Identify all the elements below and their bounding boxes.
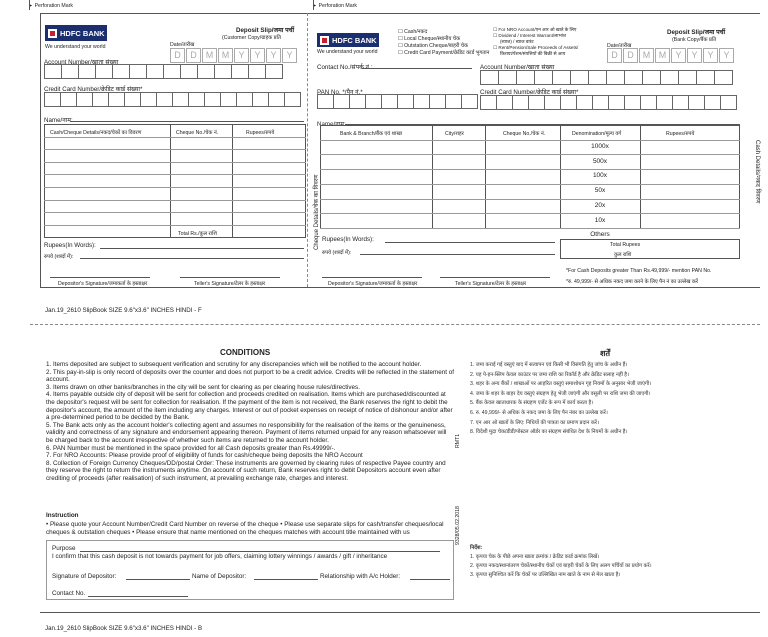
account-digit-box[interactable]: [248, 64, 266, 79]
account-digit-box[interactable]: [146, 64, 164, 79]
account-digit-box[interactable]: [516, 70, 535, 85]
table-row-line: [320, 184, 740, 185]
instruction-title: Instruction: [46, 512, 79, 519]
date-digit-box[interactable]: M: [655, 48, 670, 63]
condition-item: 2. This pay-in-slip is only record of deposits over the counter and does not purport to be a credit advice. Credits will be reflected in the statement of account.: [46, 368, 454, 384]
hindi-conditions-list: [470, 361, 755, 438]
table-divider: [232, 124, 233, 238]
checkbox-label: Credit Card Payment/क्रेडिट कार्ड भुगतान: [404, 50, 490, 56]
perforation-tick: [29, 0, 30, 10]
checkbox-icon[interactable]: ☐: [493, 45, 499, 50]
account-digit-box[interactable]: [129, 64, 147, 79]
credit-card-digit-box[interactable]: [76, 92, 93, 107]
credit-card-digit-box[interactable]: [688, 95, 705, 110]
pan-label: PAN No. */पैन नं.*: [317, 89, 363, 96]
date-digit-box[interactable]: D: [186, 48, 201, 63]
account-digit-box[interactable]: [163, 64, 181, 79]
table-row-line: [320, 228, 740, 229]
checkbox-icon[interactable]: ☐: [398, 29, 405, 35]
condition-item: 8. Collection of Foreign Currency Cheques/DD/postal Order: These instruments are governed by clearing rules of respective Payee country and they reserve the right to return the instruments anytime. On account of such return, Bank reserves right to debit Depositors account even after crediting of proceeds (after realisation) of such instrument, at prevailing exchange rate, charges and interest.: [46, 459, 446, 482]
account-digit-box[interactable]: [180, 64, 198, 79]
denomination-label: 500x: [592, 157, 608, 165]
checkbox-icon[interactable]: ☐: [493, 33, 499, 38]
date-digit-box[interactable]: Y: [671, 48, 686, 63]
date-digit-box[interactable]: M: [639, 48, 654, 63]
depositor-sign-line[interactable]: [50, 277, 150, 278]
table-row-line: [44, 200, 306, 201]
denomination-label: 50x: [594, 187, 606, 195]
date-digit-box[interactable]: M: [202, 48, 217, 63]
condition-item: 6. PAN Number must be mentioned in the space provided for all Cash deposits greater than Rs.49999/-.: [46, 444, 336, 452]
rupees-words-line-2[interactable]: [80, 258, 304, 259]
pan-digit-box[interactable]: [397, 94, 414, 109]
table-row-line: [320, 169, 740, 170]
account-digit-box[interactable]: [61, 64, 79, 79]
account-number-label: Account Number/खाता संख्या: [480, 64, 555, 71]
account-digit-box[interactable]: [112, 64, 130, 79]
table-row-line: [44, 137, 306, 138]
condition-item: 8. विदेशी मुद्रा चेक/डीडी/पोस्टल ऑर्डर का संग्रहण संबंधित देश के नियमों के अधीन है।: [470, 429, 628, 436]
pan-digit-box[interactable]: [445, 94, 462, 109]
print-code: 9328/05.02.2018: [455, 506, 461, 545]
account-digit-box[interactable]: [714, 70, 733, 85]
credit-card-digit-box[interactable]: [640, 95, 657, 110]
credit-card-digit-box[interactable]: [172, 92, 189, 107]
cheque-details-vertical: Cheque Details/चेक का विवरण: [314, 174, 320, 250]
denomination-label: 20x: [594, 201, 606, 209]
condition-item: 1. कृपया चेक के पीछे अपना खाता क्रमांक / क्रेडिट कार्ड क्रमांक लिखें।: [470, 554, 600, 560]
name-of-depositor-line[interactable]: [254, 579, 318, 580]
col-header-rupees: Rupees/रुपये: [246, 130, 275, 136]
account-digit-box[interactable]: [197, 64, 215, 79]
date-digit-box[interactable]: Y: [719, 48, 734, 63]
date-label: Date/तारीख: [170, 42, 195, 48]
checkbox-label: Local Cheque/स्थानीय चेक: [404, 36, 461, 42]
purpose-line[interactable]: [80, 551, 440, 552]
slip-subtitle: (Customer Copy/ग्राहक प्रति: [222, 35, 281, 41]
slip-subtitle: (Bank Copy/बैंक प्रति: [672, 37, 717, 43]
col-header-rupees: Rupees/रुपये: [666, 131, 695, 137]
hindi-instruction-list: [470, 553, 755, 580]
pan-digit-box[interactable]: [333, 94, 350, 109]
credit-card-label: Credit Card Number/क्रेडिट कार्ड संख्या*: [480, 89, 579, 96]
teller-sign-line[interactable]: [440, 277, 550, 278]
name-line[interactable]: [70, 121, 304, 122]
account-digit-box[interactable]: [570, 70, 589, 85]
rupees-words-label: Rupees(In Words):: [44, 242, 96, 249]
credit-card-digit-box[interactable]: [496, 95, 513, 110]
credit-card-digit-box[interactable]: [156, 92, 173, 107]
credit-card-digit-box[interactable]: [624, 95, 641, 110]
pan-note: *For Cash Deposits greater Than Rs.49,999/- mention PAN No.: [566, 268, 712, 274]
credit-card-digit-box[interactable]: [608, 95, 625, 110]
col-header-cheque-no: Cheque No./चेक नं.: [503, 131, 546, 137]
nro-label: Rent/Pension/Sale Proceeds of Assets/: [498, 45, 579, 50]
date-digit-box[interactable]: Y: [234, 48, 249, 63]
credit-card-digit-box[interactable]: [560, 95, 577, 110]
condition-item: 3. कृपया सुनिश्चित करें कि चेकों पर उल्लिखित नाम खाते के नाम से मेल खाता है।: [470, 572, 621, 578]
account-digit-box[interactable]: [606, 70, 625, 85]
checkbox-icon[interactable]: ☐: [398, 50, 405, 56]
credit-card-digit-box[interactable]: [204, 92, 221, 107]
table-row-line: [44, 187, 306, 188]
credit-card-digit-box[interactable]: [656, 95, 673, 110]
account-digit-box[interactable]: [78, 64, 96, 79]
relationship-line[interactable]: [410, 579, 450, 580]
page-separator: [30, 324, 760, 325]
scissors-icon: ►: [312, 3, 318, 9]
depositor-signature-label: Depositor's Signature/जमाकर्ता के हस्ताक्षर: [58, 281, 148, 287]
hdfc-logo: HDFC BANK: [45, 25, 107, 41]
account-digit-box[interactable]: [588, 70, 607, 85]
table-row-line: [320, 199, 740, 200]
credit-card-digit-box[interactable]: [480, 95, 497, 110]
table-row-line: [320, 213, 740, 214]
date-label: Date/तारीख: [607, 43, 632, 49]
conditions-title: CONDITIONS: [220, 348, 271, 357]
teller-signature-label: Teller's Signature/टेलर के हस्ताक्षर: [455, 281, 527, 287]
credit-card-digit-box[interactable]: [236, 92, 253, 107]
credit-card-digit-box[interactable]: [544, 95, 561, 110]
rupees-words-hindi: रुपये (शब्दों में):: [44, 254, 74, 260]
rupees-words-label: Rupees(In Words):: [322, 236, 374, 243]
credit-card-digit-box[interactable]: [44, 92, 61, 107]
contact-label: Contact No.: [52, 590, 86, 597]
table-divider: [170, 124, 171, 238]
back-bottom-border: [40, 612, 760, 613]
contact-line[interactable]: [362, 68, 472, 69]
pan-digit-box[interactable]: [317, 94, 334, 109]
hindi-instruction-title: निर्देश:: [470, 545, 483, 551]
col-header-bank-branch: Bank & Branch/बैंक एवं शाखा: [340, 131, 403, 137]
footer-back: Jan.19_2610 SlipBook SIZE 9.6"x3.6" INCHES HINDI - B: [45, 625, 203, 632]
signature-label: Signature of Depositor:: [52, 573, 117, 580]
table-row-line: [44, 212, 306, 213]
table-row-line: [320, 154, 740, 155]
credit-card-label: Credit Card Number/क्रेडिट कार्ड संख्या*: [44, 86, 143, 93]
table-row-line: [44, 149, 306, 150]
condition-item: 2. कृपया नकद/स्थानांतरण चेकों/स्थानीय चेकों एवं बाहरी चेकों के लिए अलग पर्चियों का प्रयोग करें।: [470, 563, 652, 569]
slip-title: Deposit Slip/जमा पर्ची: [236, 27, 295, 34]
checkbox-icon[interactable]: ☐: [398, 43, 405, 49]
account-digit-box[interactable]: [95, 64, 113, 79]
purpose-label: Purpose: [52, 545, 76, 552]
credit-card-digit-box[interactable]: [704, 95, 721, 110]
teller-sign-line[interactable]: [180, 277, 280, 278]
col-header-details: Cash/Cheque Details/नकद/चेकों का विवरण: [50, 130, 142, 136]
cash-details-vertical: Cash Details/नकद विवरण: [754, 140, 760, 204]
credit-card-digit-box[interactable]: [92, 92, 109, 107]
date-digit-box[interactable]: M: [218, 48, 233, 63]
contact-line[interactable]: [88, 596, 188, 597]
purpose-box: [46, 540, 454, 600]
denomination-label: Others: [590, 231, 610, 239]
nro-label: (ब्याज) / ब्याज वारंट: [500, 39, 534, 44]
pan-digit-box[interactable]: [461, 94, 478, 109]
credit-card-digit-box[interactable]: [512, 95, 529, 110]
col-header-denomination: Denomination/मूल्य वर्ग: [572, 131, 622, 137]
table-row-line: [320, 140, 740, 141]
depositor-sign-line[interactable]: [322, 277, 422, 278]
condition-item: 3. Items drawn on other banks/branches in the city will be sent for clearing as per clearing house rules/directives.: [46, 383, 360, 391]
scissors-icon: ►: [28, 3, 34, 9]
condition-item: 2. यह पे-इन-स्लिप केवल काउंटर पर जमा राशि का रिकॉर्ड है और क्रेडिट सलाह नहीं है।: [470, 371, 629, 378]
left-border: [40, 13, 41, 287]
checkbox-icon[interactable]: ☐: [493, 27, 499, 32]
account-digit-box[interactable]: [534, 70, 553, 85]
deposit-type-option[interactable]: [398, 48, 489, 56]
total-rupees-label: Total Rupees: [610, 242, 641, 248]
total-label: Total Rs./कुल राशि: [178, 231, 217, 237]
nro-option: [493, 51, 565, 57]
credit-card-digit-box[interactable]: [124, 92, 141, 107]
account-digit-box[interactable]: [231, 64, 249, 79]
credit-card-digit-box[interactable]: [592, 95, 609, 110]
perforation-mark-left: ► Perforation Mark: [28, 3, 73, 9]
rupees-words-line[interactable]: [385, 242, 555, 243]
condition-item: 5. The Bank acts only as the account holder's collecting agent and assumes no responsibility for the realisation of the items or the genuineness, validity and correctness of any signature and endorsement appearing thereon. Payment of items returned unpaid for any reason whatsoever will be charged back to the account irrespective of whether such items are returned to the account holder.: [46, 421, 447, 444]
credit-card-digit-box[interactable]: [528, 95, 545, 110]
pan-digit-box[interactable]: [365, 94, 382, 109]
date-digit-box[interactable]: Y: [282, 48, 297, 63]
account-digit-box[interactable]: [265, 64, 283, 79]
slip-separator: [307, 13, 308, 287]
front-bottom-border: [40, 287, 760, 288]
rupees-words-line-2[interactable]: [360, 254, 555, 255]
nro-label: Dividend / Interest Warrant/लाभांश: [498, 33, 566, 38]
credit-card-digit-box[interactable]: [284, 92, 301, 107]
date-digit-box[interactable]: D: [170, 48, 185, 63]
footer-front: Jan.19_2610 SlipBook SIZE 9.6"x3.6" INCHES HINDI - F: [45, 307, 202, 314]
condition-item: 7. एन आर ओ खातों के लिए: निधियों की पात्रता का प्रमाण प्रदान करें।: [470, 419, 599, 426]
condition-item: 6. रु. 49,999/- से अधिक के नकद जमा के लिए पैन नंबर का उल्लेख करें।: [470, 409, 608, 416]
checkbox-icon[interactable]: ☐: [398, 36, 405, 42]
credit-card-digit-box[interactable]: [252, 92, 269, 107]
pan-note-hindi: *रु. 49,999/- से अधिक नकद जमा करने के लिए पैन नं का उल्लेख करें: [566, 279, 699, 285]
condition-item: 5. बैंक केवल खाताधारक के संग्रहण एजेंट के रूप में कार्य करता है।: [470, 400, 594, 407]
condition-item: 4. जमा के शहर के बाहर देय वस्तुएं संग्रहण हेतु भेजी जाएंगी और वसूली पर राशि जमा की जाएगी।: [470, 390, 651, 397]
name-label: Name/नाम:: [44, 117, 73, 124]
pan-digit-box[interactable]: [429, 94, 446, 109]
credit-card-digit-box[interactable]: [140, 92, 157, 107]
depositor-signature-label: Depositor's Signature/जमाकर्ता के हस्ताक्षर: [328, 281, 418, 287]
credit-card-digit-box[interactable]: [720, 95, 737, 110]
date-digit-box[interactable]: Y: [250, 48, 265, 63]
condition-item: 7. For NRO Accounts: Please provide proof of eligibility of funds for cash/cheque being deposits the NRO Account: [46, 452, 363, 460]
relationship-label: Relationship with A/c Holder:: [320, 573, 401, 580]
table-row-line: [44, 225, 306, 226]
date-digit-box[interactable]: Y: [703, 48, 718, 63]
nro-label: किराया/पेंशन/संपत्तियों की बिक्री से आय: [500, 51, 566, 56]
tagline: We understand your world: [45, 44, 106, 50]
nro-label: For NRO Account/एन आर ओ खाते के लिए: [498, 27, 577, 32]
slip-title: Deposit Slip/जमा पर्ची: [667, 29, 726, 36]
account-digit-box[interactable]: [552, 70, 571, 85]
col-header-cheque-no: Cheque No./चेक नं.: [176, 130, 219, 136]
account-digit-box[interactable]: [480, 70, 499, 85]
checkbox-label: Cash/नकद: [404, 29, 428, 35]
account-digit-box[interactable]: [624, 70, 643, 85]
checkbox-label: Outstation Cheque/बाहरी चेक: [404, 43, 469, 49]
pan-digit-box[interactable]: [413, 94, 430, 109]
pan-digit-box[interactable]: [349, 94, 366, 109]
contact-label: Contact No./संपर्क नं.:: [317, 64, 373, 71]
confirm-text: I confirm that this cash deposit is not towards payment for job offers, claiming lottery winnings / awards / gift / inheritance: [52, 553, 388, 560]
condition-item: 3. शहर के अन्य बैंकों / शाखाओं पर आहरित वस्तुएं समाशोधन गृह नियमों के अनुसार भेजी जाएंगी।: [470, 381, 652, 388]
condition-item: 1. Items deposited are subject to subsequent verification and scrutiny for any discrepancies which will be notified to the account holder.: [46, 361, 422, 368]
rmt-code: RMT1: [455, 433, 461, 448]
credit-card-digit-box[interactable]: [60, 92, 77, 107]
hindi-conditions-title: शर्तें: [600, 349, 610, 358]
denomination-label: 10x: [594, 216, 606, 224]
account-digit-box[interactable]: [642, 70, 661, 85]
table-row-line: [44, 174, 306, 175]
name-label: Name/नाम:: [317, 121, 346, 128]
account-digit-box[interactable]: [696, 70, 715, 85]
account-digit-box[interactable]: [498, 70, 517, 85]
col-header-city: City/शहर: [445, 131, 464, 137]
instruction-text: • Please quote your Account Number/Credit Card Number on reverse of the cheque • Please use separate slips for cash/transfer cheques/local cheques & outstation cheques • Please ensure that name mentioned on the cheques matches with account title maintained with us: [46, 521, 444, 536]
cash-cheque-table: [44, 124, 306, 238]
credit-card-digit-box[interactable]: [672, 95, 689, 110]
table-row-line: [44, 162, 306, 163]
perforation-tick: [313, 0, 314, 10]
top-border: [40, 13, 760, 14]
account-digit-box[interactable]: [678, 70, 697, 85]
credit-card-digit-box[interactable]: [576, 95, 593, 110]
credit-card-digit-box[interactable]: [268, 92, 285, 107]
account-number-label: Account Number/खाता संख्या: [44, 59, 119, 66]
hdfc-logo-icon: [48, 29, 57, 38]
account-digit-box[interactable]: [214, 64, 232, 79]
perforation-mark-right: ► Perforation Mark: [312, 3, 357, 9]
date-digit-box[interactable]: Y: [266, 48, 281, 63]
condition-item: 1. जमा कराई गई वस्तुएं बाद में सत्यापन एवं किसी भी विसंगति हेतु जांच के अधीन हैं।: [470, 362, 628, 368]
credit-card-digit-box[interactable]: [108, 92, 125, 107]
teller-signature-label: Teller's Signature/टेलर के हस्ताक्षर: [194, 281, 266, 287]
total-rupees-box: [560, 239, 740, 259]
conditions-list: [46, 361, 454, 483]
rupees-words-hindi: रुपये (शब्दों में):: [322, 250, 352, 256]
tagline: We understand your world: [317, 49, 378, 55]
rupees-words-line[interactable]: [100, 248, 304, 249]
hdfc-logo-icon: [320, 36, 329, 45]
condition-item: 4. Items payable outside city of deposit will be sent for collection and proceeds credited on realisation. Items which are purchased/discounted at the depositor's request will be sent for collection for realisation. If the payment of the item is not received, the Bank reserves the right to debit the depositor's account, the amount of the item including any charges. Interest or out of pocket expenses on receipt of notice of dishonour and/or after a pre-determined period to be decided by the Bank.: [46, 391, 453, 422]
account-digit-box[interactable]: [44, 64, 62, 79]
denomination-label: 100x: [592, 172, 608, 180]
signature-line[interactable]: [126, 579, 190, 580]
credit-card-digit-box[interactable]: [220, 92, 237, 107]
account-digit-box[interactable]: [660, 70, 679, 85]
date-digit-box[interactable]: D: [607, 48, 622, 63]
credit-card-digit-box[interactable]: [188, 92, 205, 107]
name-of-depositor-label: Name of Depositor:: [192, 573, 247, 580]
pan-digit-box[interactable]: [381, 94, 398, 109]
total-rupees-hindi: कुल राशि: [614, 252, 632, 258]
denomination-label: 1000x: [591, 143, 609, 150]
hdfc-logo: HDFC BANK: [317, 33, 379, 47]
date-digit-box[interactable]: D: [623, 48, 638, 63]
date-digit-box[interactable]: Y: [687, 48, 702, 63]
